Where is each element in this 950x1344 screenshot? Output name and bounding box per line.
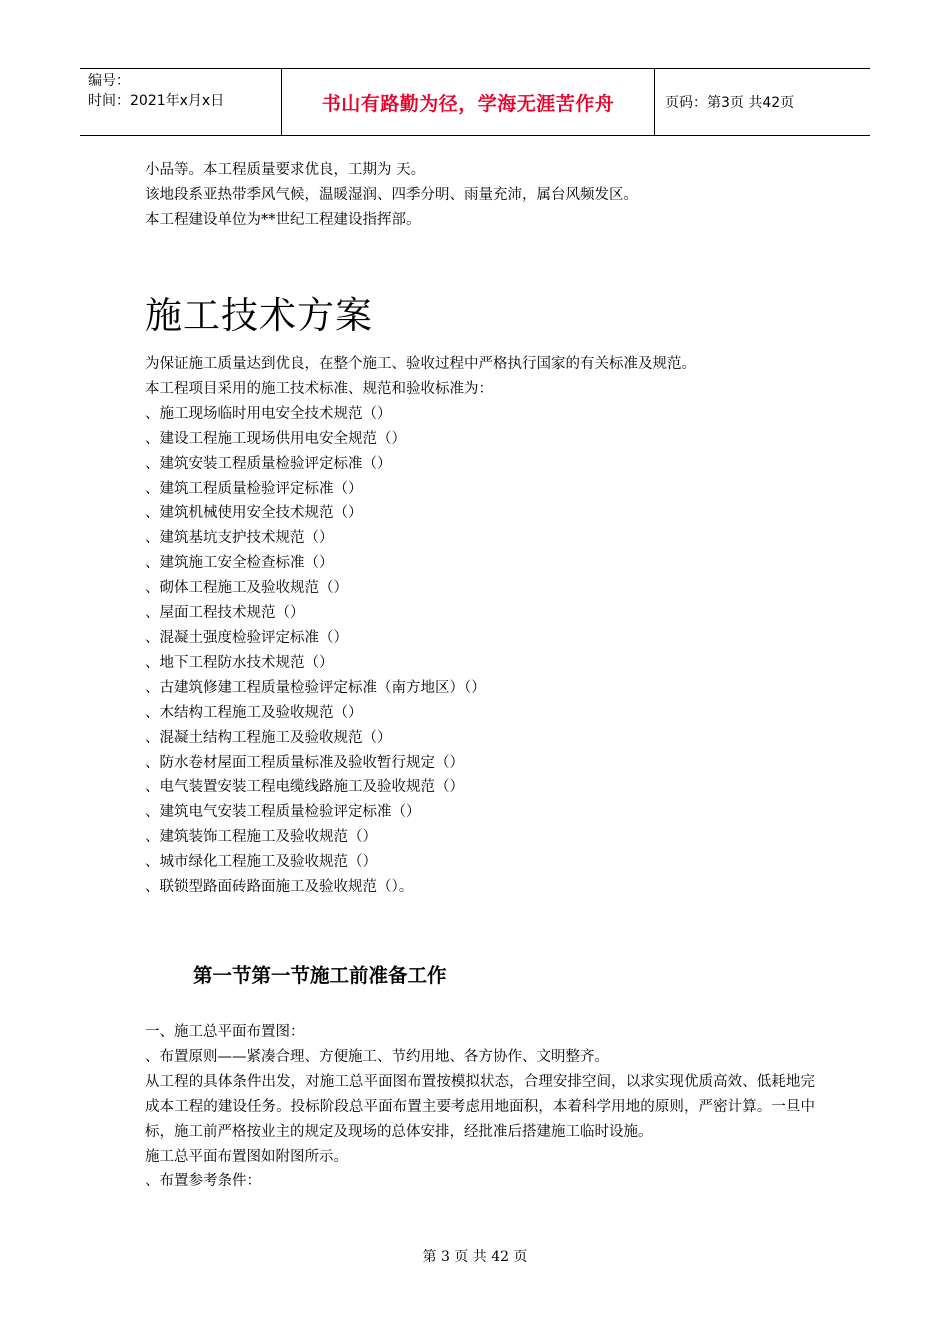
standard-item: 、砌体工程施工及验收规范（）	[145, 580, 348, 597]
header-motto: 书山有路勤为径，学海无涯苦作舟	[282, 69, 655, 135]
standard-item: 、建筑电气安装工程质量检验评定标准（）	[145, 804, 421, 821]
standard-item: 、混凝土结构工程施工及验收规范（）	[145, 729, 392, 746]
subsection-body	[145, 1020, 815, 1194]
standard-item: 、施工现场临时用电安全技术规范（）	[145, 405, 392, 422]
standard-item: 、建筑基坑支护技术规范（）	[145, 530, 334, 547]
standard-item: 、建设工程施工现场供用电安全规范（）	[145, 430, 406, 447]
section-title: 施工技术方案	[145, 294, 373, 337]
standard-item: 、建筑装饰工程施工及验收规范（）	[145, 829, 377, 846]
standard-item: 、电气装置安装工程电缆线路施工及验收规范（）	[145, 779, 464, 796]
standard-item: 、建筑安装工程质量检验评定标准（）	[145, 455, 392, 472]
section-intro-line: 为保证施工质量达到优良，在整个施工、验收过程中严格执行国家的有关标准及规范。	[145, 356, 696, 372]
subsection-title: 第一节第一节施工前准备工作	[193, 964, 447, 987]
subsection-line: 、布置参考条件：	[145, 1173, 261, 1190]
page-footer: 第 3 页 共 42 页	[422, 1249, 528, 1265]
standard-item: 、建筑工程质量检验评定标准（）	[145, 480, 363, 497]
section-intro-line: 本工程项目采用的施工技术标准、规范和验收标准为：	[145, 380, 493, 397]
header-page-info: 页码：第3页 共42页	[665, 95, 795, 111]
standard-item: 、地下工程防水技术规范（）	[145, 654, 334, 671]
standard-item: 、木结构工程施工及验收规范（）	[145, 704, 363, 721]
subsection-paragraph: 从工程的具体条件出发，对施工总平面图布置按模拟状态，合理安排空间，以求实现优质高效、低耗地完成本工程的建设任务。投标阶段总平面布置主要考虑用地面积，本着科学用地的原则，严密计算。一旦中标，施工前严格按业主的规定及现场的总体安排，经批准后搭建施工临时设施。	[145, 1073, 815, 1140]
standard-item: 、联锁型路面砖路面施工及验收规范（）。	[145, 879, 414, 896]
document-date: 时间：2021年x月x日	[88, 93, 225, 109]
subsection-line: 施工总平面布置图如附图所示。	[145, 1148, 348, 1165]
document-number-label: 编号：	[88, 73, 130, 89]
standard-item: 、防水卷材屋面工程质量标准及验收暂行规定（）	[145, 754, 464, 771]
standard-item: 、建筑施工安全检查标准（）	[145, 555, 334, 572]
standard-item: 、屋面工程技术规范（）	[145, 605, 305, 622]
intro-line: 该地段系亚热带季风气候，温暖湿润、四季分明、雨量充沛，属台风频发区。	[145, 186, 638, 203]
page-header	[80, 68, 870, 136]
standards-block	[145, 352, 815, 900]
subsection-line: 、布置原则——紧凑合理、方便施工、节约用地、各方协作、文明整齐。	[145, 1048, 609, 1065]
intro-line: 本工程建设单位为**世纪工程建设指挥部。	[145, 211, 421, 228]
standard-item: 、城市绿化工程施工及验收规范（）	[145, 854, 377, 871]
intro-line: 小品等。本工程质量要求优良，工期为 天。	[145, 162, 426, 178]
header-meta	[80, 69, 282, 135]
subsection-line: 一、施工总平面布置图：	[145, 1024, 305, 1040]
standard-item: 、古建筑修建工程质量检验评定标准（南方地区）（）	[145, 679, 486, 696]
intro-block	[145, 158, 815, 233]
standard-item: 、混凝土强度检验评定标准（）	[145, 629, 348, 646]
standard-item: 、建筑机械使用安全技术规范（）	[145, 505, 363, 522]
